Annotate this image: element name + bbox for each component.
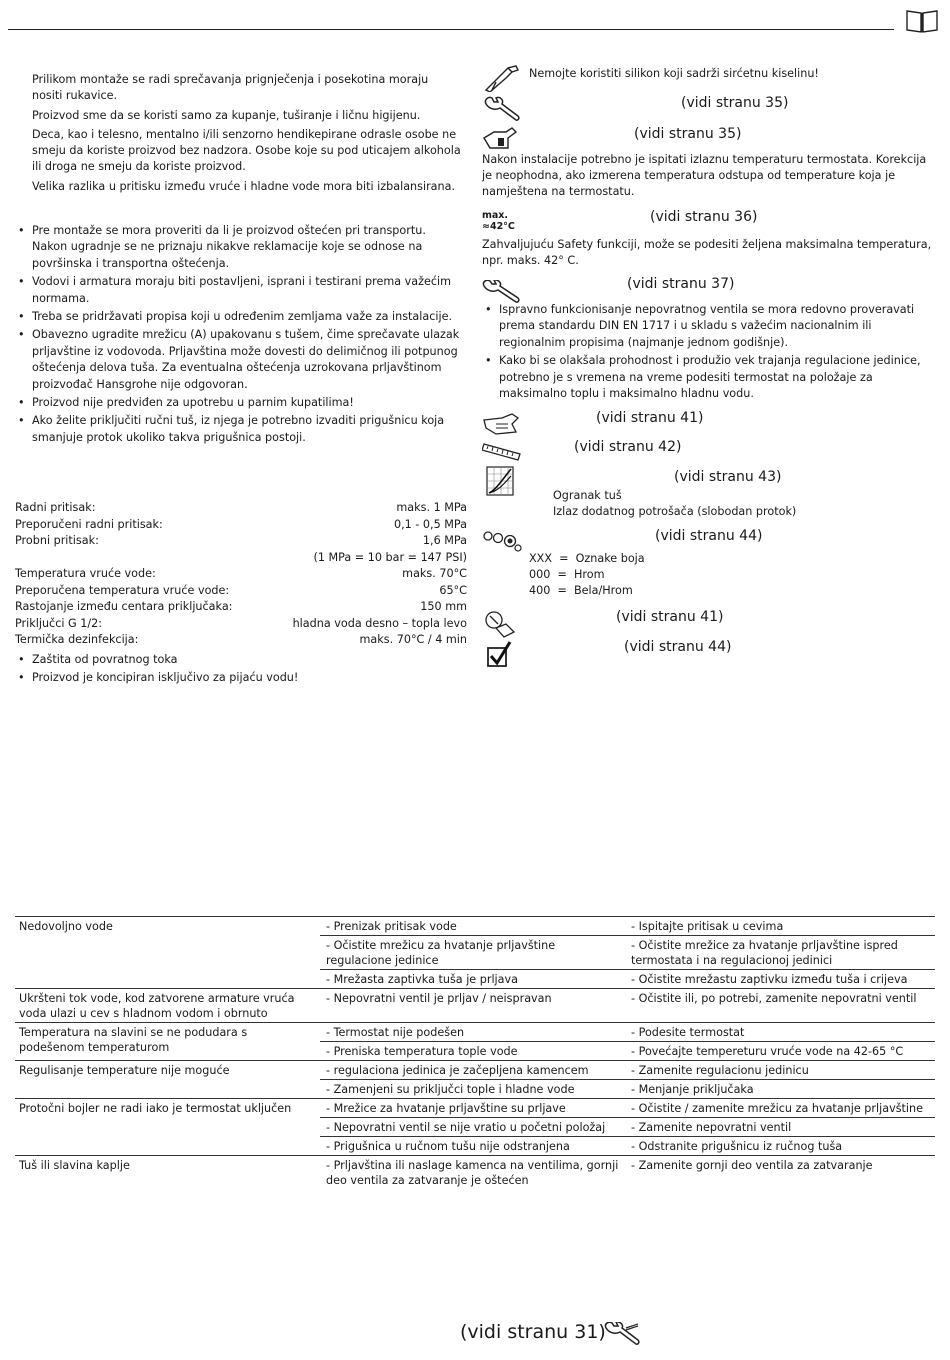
outlet-text: Izlaz dodatnog potrošača (slobodan protok) <box>553 505 797 518</box>
temperature-check-text: Nakon instalacije potrebno je ispitati izlaznu temperaturu termostata. Korekcija je neophodna, ako izmerena temperatura odstupa od temperature koja je namještena na termostatu. <box>482 153 927 198</box>
table-row <box>15 1061 935 1080</box>
problem-cell: Regulisanje temperature nije moguće <box>15 1061 320 1099</box>
safety-function-text: Zahvaljujuću Safety funkciji, može se podesiti željena maksimalna temperatura, npr. maks. 42° C. <box>482 238 932 267</box>
spec-row <box>15 550 467 567</box>
remedy-cell: - Očistite / zamenite mrežicu za hvatanje prljavštine <box>627 1099 935 1118</box>
color-code: 400 = Bela/Hrom <box>529 584 633 597</box>
wrench-icon <box>482 96 522 126</box>
safety-text: Proizvod sme da se koristi samo za kupanje, tuširanje i ličnu higijenu. <box>32 109 421 122</box>
spec-label: Probni pritisak: <box>15 534 99 547</box>
list-item: • Kako bi se olakšala prohodnost i produžio vek trajanja regulacione jedinice, potrebno je s vremena na vreme podesiti termostat na položaje za maksimalno toplu i maksimalno hladnu vodu. <box>482 353 934 402</box>
spec-value: (1 MPa = 10 bar = 147 PSI) <box>313 550 467 564</box>
list-item: • Zaštita od povratnog toka <box>15 652 460 668</box>
remedy-cell: - Zamenite regulacionu jedinicu <box>627 1061 935 1080</box>
max-temp-value: ≈42°C <box>482 221 515 232</box>
spec-row <box>15 583 467 600</box>
list-item: • Ako želite priključiti ručni tuš, iz njega je potrebno izvaditi prigušnicu koja smanjuje protok ukoliko takva prigušnica postoji. <box>15 413 460 446</box>
spec-label: Preporučena temperatura vruće vode: <box>15 583 230 597</box>
see-page: (vidi stranu 43) <box>674 469 782 485</box>
see-page: (vidi stranu 42) <box>574 439 682 455</box>
cause-cell: - Preniska temperatura tople vode <box>320 1042 627 1061</box>
troubleshooting-body <box>15 917 935 1190</box>
technical-data <box>15 500 467 649</box>
color-code: XXX = Oznake boja <box>529 552 645 565</box>
spec-value: maks. 1 MPa <box>396 501 467 514</box>
hand-sealant-icon <box>482 124 522 154</box>
spec-label: Priključci G 1/2: <box>15 616 103 630</box>
table-row <box>15 1156 935 1190</box>
remedy-cell: - Menjanje priključaka <box>627 1080 935 1099</box>
see-page: (vidi stranu 41) <box>616 609 724 625</box>
parts-icon <box>482 528 522 558</box>
cause-cell: - Prenizak pritisak vode <box>320 917 627 936</box>
see-page: (vidi stranu 36) <box>650 209 758 225</box>
see-page: (vidi stranu 37) <box>627 276 735 292</box>
cause-cell: - Mrežasta zaptivka tuša je prljava <box>320 970 627 989</box>
spec-bullets <box>15 652 460 689</box>
problem-cell: Nedovoljno vode <box>15 917 320 989</box>
remedy-cell: - Zamenite nepovratni ventil <box>627 1118 935 1137</box>
spec-row <box>15 566 467 583</box>
checkbox-icon <box>486 640 514 672</box>
header-rule <box>8 29 894 30</box>
safety-text: Velika razlika u pritisku između vruće i hladne vode mora biti izbalansirana. <box>32 180 456 193</box>
troubleshooting-table <box>15 916 935 1189</box>
maintenance-notes <box>482 302 934 404</box>
spec-label: Termička dezinfekcija: <box>15 633 139 646</box>
see-page: (vidi stranu 35) <box>634 126 742 142</box>
cause-cell: - Mrežice za hvatanje prljavštine su prljave <box>320 1099 627 1118</box>
spec-value: maks. 70°C / 4 min <box>359 633 467 646</box>
silicone-gun-icon <box>482 64 522 96</box>
max-label: max. <box>482 210 509 221</box>
see-page: (vidi stranu 35) <box>681 95 789 111</box>
list-item: • Pre montaže se mora proveriti da li je proizvod oštećen pri transportu. Nakon ugradnje se ne priznaju nikakve reklamacije koje se odnose na površinska i transportna oštećenja. <box>15 223 460 272</box>
see-page: (vidi stranu 41) <box>596 410 704 426</box>
table-row <box>15 989 935 1023</box>
remedy-cell: - Ispitajte pritisak u cevima <box>627 917 935 936</box>
table-row <box>15 917 935 936</box>
problem-cell: Ukršteni tok vode, kod zatvorene armature vruća voda ulazi u cev s hladnom vodom i obrnuto <box>15 989 320 1023</box>
list-item: • Ispravno funkcionisanje nepovratnog ventila se mora redovno proveravati prema standardu DIN EN 1717 i u skladu s važećim nacionalnim ili regionalnim propisima (najmanje jednom godišnje). <box>482 302 934 351</box>
table-row <box>15 1023 935 1042</box>
safety-text: Prilikom montaže se radi sprečavanja prignječenja i posekotina moraju nositi rukavice. <box>32 73 429 102</box>
problem-cell: Tuš ili slavina kaplje <box>15 1156 320 1190</box>
max-temp-label <box>482 210 515 232</box>
cause-cell: - Očistite mrežicu za hvatanje prljavštine regulacione jedinice <box>320 936 627 970</box>
problem-cell: Protočni bojler ne radi iako je termostat uključen <box>15 1099 320 1156</box>
spec-row <box>15 533 467 550</box>
silicone-note: Nemojte koristiti silikon koji sadrži sirćetnu kiselinu! <box>529 67 819 80</box>
cause-cell: - Nepovratni ventil je prljav / neispravan <box>320 989 627 1023</box>
table-row <box>15 1099 935 1118</box>
footer-see-page: (vidi stranu 31) <box>460 1321 606 1343</box>
cause-cell: - regulaciona jedinica je začepljena kamencem <box>320 1061 627 1080</box>
spec-value: 1,6 MPa <box>422 534 467 547</box>
spec-value: hladna voda desno – topla levo <box>292 616 467 630</box>
spec-row <box>15 632 467 649</box>
wrench-icon <box>604 1322 642 1350</box>
remedy-cell: - Očistite mrežice za hvatanje prljavštine ispred termostata i na regulacionoj jedinici <box>627 936 935 970</box>
spec-row <box>15 517 467 534</box>
spec-row <box>15 616 467 633</box>
remedy-cell: - Zamenite gornji deo ventila za zatvaranje <box>627 1156 935 1190</box>
see-page: (vidi stranu 44) <box>655 528 763 544</box>
spec-value: 0,1 - 0,5 MPa <box>393 517 467 531</box>
flow-diagram-icon <box>486 466 514 500</box>
remedy-cell: - Odstranite prigušnicu iz ručnog tuša <box>627 1137 935 1156</box>
spec-value: 150 mm <box>420 600 467 613</box>
ruler-icon <box>482 440 522 466</box>
cause-cell: - Nepovratni ventil se nije vratio u početni položaj <box>320 1118 627 1137</box>
remedy-cell: - Očistite ili, po potrebi, zamenite nepovratni ventil <box>627 989 935 1023</box>
handle-icon <box>482 608 518 642</box>
spec-value: maks. 70°C <box>402 567 467 580</box>
remedy-cell: - Povećajte tempereturu vruće vode na 42-65 °C <box>627 1042 935 1061</box>
cause-cell: - Zamenjeni su priključci tople i hladne vode <box>320 1080 627 1099</box>
outlet-text: Ogranak tuš <box>553 489 622 502</box>
remedy-cell: - Očistite mrežastu zaptivku između tuša i crijeva <box>627 970 935 989</box>
cause-cell: - Termostat nije podešen <box>320 1023 627 1042</box>
spec-value: 65°C <box>439 583 467 597</box>
spec-label: Temperatura vruće vode: <box>15 567 156 580</box>
see-page: (vidi stranu 44) <box>624 639 732 655</box>
spec-label: Preporučeni radni pritisak: <box>15 517 163 531</box>
list-item: • Vodovi i armatura moraju biti postavljeni, isprani i testirani prema važećim normama. <box>15 274 460 307</box>
hand-icon <box>482 410 522 440</box>
cause-cell: - Prljavština ili naslage kamenca na ventilima, gornji deo ventila za zatvaranje je oštećen <box>320 1156 627 1190</box>
list-item: • Treba se pridržavati propisa koji u određenim zemljama važe za instalacije. <box>15 309 460 325</box>
spec-label: Radni pritisak: <box>15 501 96 514</box>
spec-row <box>15 599 467 616</box>
remedy-cell: - Podesite termostat <box>627 1023 935 1042</box>
book-icon <box>905 8 939 38</box>
spec-row <box>15 500 467 517</box>
color-code: 000 = Hrom <box>529 568 605 581</box>
list-item: • Obavezno ugradite mrežicu (A) upakovanu s tušem, čime sprečavate ulazak prljavštine iz vodovoda. Prljavština može dovesti do delimičnog ili potpunog oštećenja delova tuša. Za eventualna oštećenja uzrokovana prljavštinom proizvođač Hansgrohe nije odgovoran. <box>15 327 460 393</box>
spec-label: Rastojanje između centara priključaka: <box>15 600 233 613</box>
problem-cell: Temperatura na slavini se ne podudara s podešenom temperaturom <box>15 1023 320 1061</box>
list-item: • Proizvod nije predviđen za upotrebu u parnim kupatilima! <box>15 395 460 411</box>
installation-notes <box>15 223 460 448</box>
safety-text: Deca, kao i telesno, mentalno i/ili senzorno hendikepirane odrasle osobe ne smeju da koriste proizvod bez nadzora. Osobe koje su pod uticajem alkohola ili droga ne smeju da koriste proizvod. <box>32 128 461 173</box>
cause-cell: - Prigušnica u ručnom tušu nije odstranjena <box>320 1137 627 1156</box>
list-item: • Proizvod je koncipiran isključivo za pijaću vodu! <box>15 670 460 686</box>
